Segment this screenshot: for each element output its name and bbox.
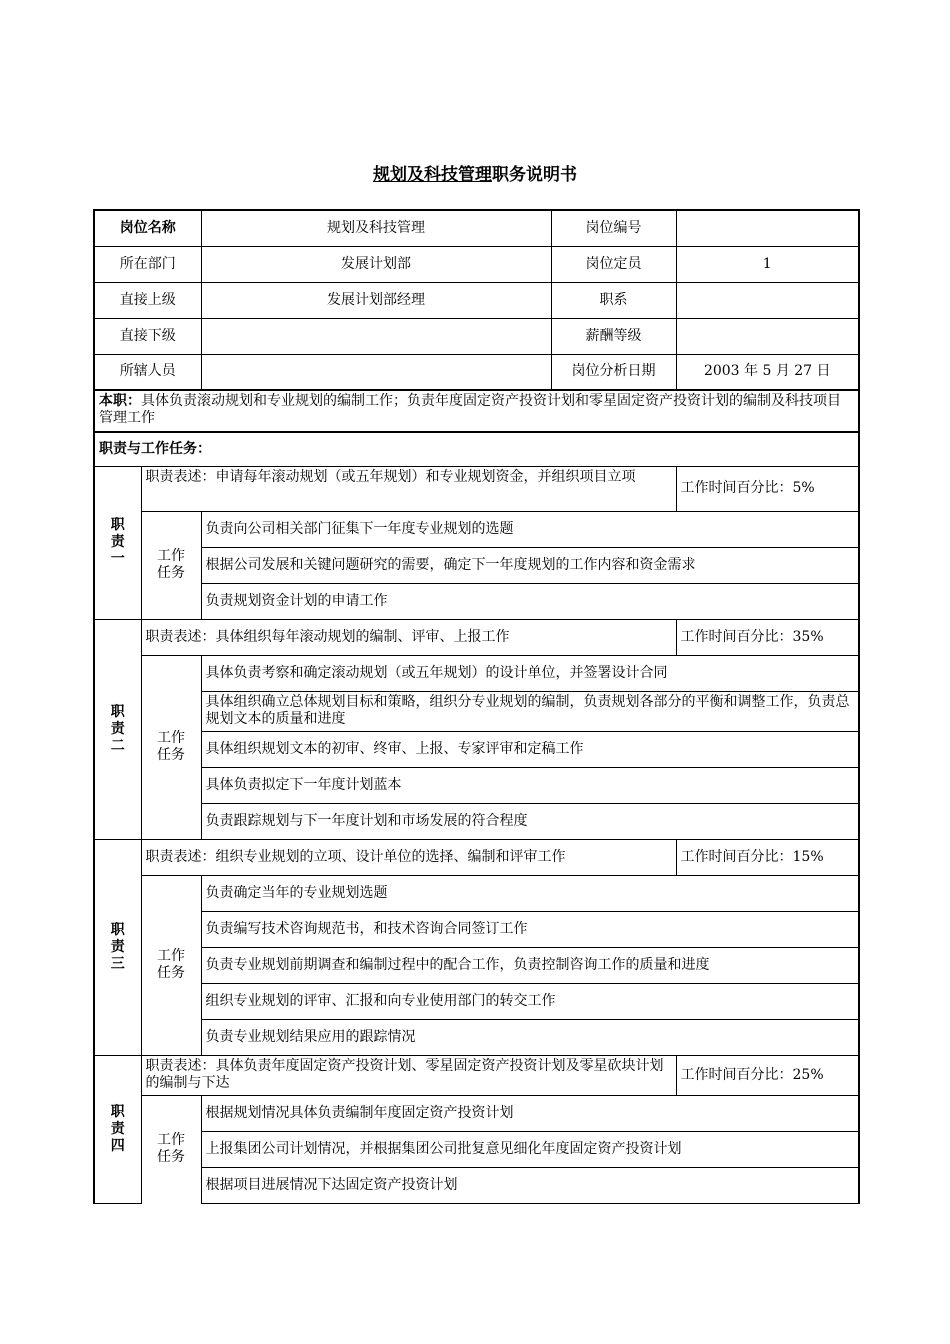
post-name-label: 岗位名称	[94, 210, 201, 246]
duty-4-work-label	[141, 1095, 201, 1203]
duty-2-work-label-text: 工作任务	[157, 730, 185, 763]
job-description-sheet	[93, 209, 858, 1200]
post-no-label: 岗位编号	[551, 210, 676, 246]
duty-2-task-3: 具体组织规划文本的初审、终审、上报、专家评审和定稿工作	[201, 731, 859, 767]
duty-2-task-2: 具体组织确立总体规划目标和策略，组织分专业规划的编制，负责规划各部分的平衡和调整工作，负责总规划文本的质量和进度	[201, 691, 859, 731]
duty-2-task-row	[94, 803, 859, 839]
duty-2-task-1: 具体负责考察和确定滚动规划（或五年规划）的设计单位，并签署设计合同	[201, 655, 859, 691]
duty-1-work-label	[141, 511, 201, 619]
salary-value	[676, 318, 859, 354]
analysis-date-value: 2003 年 5 月 27 日	[676, 354, 859, 390]
analysis-date-label: 岗位分析日期	[551, 354, 676, 390]
duty-2-label	[94, 619, 141, 839]
header-row-staff	[94, 354, 859, 390]
duty-3-task-row	[94, 911, 859, 947]
duty-4-label	[94, 1055, 141, 1203]
duty-4-task-row	[94, 1131, 859, 1167]
staff-value	[201, 354, 551, 390]
duty-2-work-label	[141, 655, 201, 839]
duty-3-task-2: 负责编写技术咨询规范书，和技术咨询合同签订工作	[201, 911, 859, 947]
subordinate-label: 直接下级	[94, 318, 201, 354]
duty-1-task-3: 负责规划资金计划的申请工作	[201, 583, 859, 619]
duty-4-percent: 工作时间百分比：25%	[676, 1055, 859, 1095]
duty-4-desc-row	[94, 1055, 859, 1095]
duty-4-desc: 职责表述：具体负责年度固定资产投资计划、零星固定资产投资计划及零星砍块计划的编制与下达	[141, 1055, 676, 1095]
duty-3-work-label	[141, 875, 201, 1055]
duty-1-task-row	[94, 511, 859, 547]
title-rest-part: 职务说明书	[492, 165, 577, 185]
dept-label: 所在部门	[94, 246, 201, 282]
duty-3-percent: 工作时间百分比：15%	[676, 839, 859, 875]
quota-value: 1	[676, 246, 859, 282]
duty-4-task-2: 上报集团公司计划情况，并根据集团公司批复意见细化年度固定资产投资计划	[201, 1131, 859, 1167]
duty-4-task-row	[94, 1095, 859, 1131]
job-description-table	[93, 209, 860, 1204]
duty-2-task-4: 具体负责拟定下一年度计划蓝本	[201, 767, 859, 803]
title-underlined-part: 规划及科技管理	[373, 165, 492, 185]
duty-summary-label: 本职：	[99, 393, 141, 409]
duty-1-desc: 职责表述：申请每年滚动规划（或五年规划）和专业规划资金，并组织项目立项	[141, 466, 676, 511]
series-label: 职系	[551, 282, 676, 318]
duty-3-task-row	[94, 947, 859, 983]
staff-label: 所辖人员	[94, 354, 201, 390]
tasks-header-row	[94, 432, 859, 466]
tasks-header: 职责与工作任务：	[94, 432, 859, 466]
duty-3-task-row	[94, 1019, 859, 1055]
duty-4-label-text: 职责四	[110, 1103, 125, 1154]
duty-3-task-row	[94, 875, 859, 911]
duty-2-task-5: 负责跟踪规划与下一年度计划和市场发展的符合程度	[201, 803, 859, 839]
duty-4-work-label-text: 工作任务	[157, 1132, 185, 1166]
duty-3-task-5: 负责专业规划结果应用的跟踪情况	[201, 1019, 859, 1055]
post-no-value	[676, 210, 859, 246]
duty-4-task-1: 根据规划情况具体负责编制年度固定资产投资计划	[201, 1095, 859, 1131]
duty-2-desc-row	[94, 619, 859, 655]
duty-2-task-row	[94, 691, 859, 731]
duty-1-work-label-text: 工作任务	[157, 548, 185, 581]
duty-1-task-1: 负责向公司相关部门征集下一年度专业规划的选题	[201, 511, 859, 547]
duty-2-desc: 职责表述：具体组织每年滚动规划的编制、评审、上报工作	[141, 619, 676, 655]
duty-1-task-row	[94, 547, 859, 583]
superior-label: 直接上级	[94, 282, 201, 318]
duty-2-label-text: 职责二	[110, 703, 125, 754]
quota-label: 岗位定员	[551, 246, 676, 282]
superior-value: 发展计划部经理	[201, 282, 551, 318]
duty-3-label	[94, 839, 141, 1055]
duty-1-label	[94, 466, 141, 619]
duty-3-task-row	[94, 983, 859, 1019]
duty-summary-row	[94, 390, 859, 432]
document-title	[0, 160, 950, 185]
duty-1-task-row	[94, 583, 859, 619]
dept-value: 发展计划部	[201, 246, 551, 282]
duty-1-percent: 工作时间百分比：5%	[676, 466, 859, 511]
duty-4-task-3: 根据项目进展情况下达固定资产投资计划	[201, 1167, 859, 1203]
salary-label: 薪酬等级	[551, 318, 676, 354]
header-row-superior	[94, 282, 859, 318]
duty-2-task-row	[94, 731, 859, 767]
duty-1-desc-row	[94, 466, 859, 511]
duty-1-label-text: 职责一	[110, 517, 125, 567]
duty-2-task-row	[94, 767, 859, 803]
duty-3-label-text: 职责三	[110, 921, 125, 972]
duty-2-percent: 工作时间百分比：35%	[676, 619, 859, 655]
header-row-post-name	[94, 210, 859, 246]
post-name-value: 规划及科技管理	[201, 210, 551, 246]
duty-4-task-row	[94, 1167, 859, 1203]
duty-3-desc-row	[94, 839, 859, 875]
duty-2-task-row	[94, 655, 859, 691]
duty-3-work-label-text: 工作任务	[157, 948, 185, 981]
header-row-subordinate	[94, 318, 859, 354]
duty-summary-text: 具体负责滚动规划和专业规划的编制工作；负责年度固定资产投资计划和零星固定资产投资计划的编制及科技项目管理工作	[99, 393, 841, 426]
duty-1-task-2: 根据公司发展和关键问题研究的需要，确定下一年度规划的工作内容和资金需求	[201, 547, 859, 583]
subordinate-value	[201, 318, 551, 354]
duty-3-task-3: 负责专业规划前期调查和编制过程中的配合工作，负责控制咨询工作的质量和进度	[201, 947, 859, 983]
duty-3-desc: 职责表述：组织专业规划的立项、设计单位的选择、编制和评审工作	[141, 839, 676, 875]
duty-summary-cell	[94, 390, 859, 432]
duty-3-task-1: 负责确定当年的专业规划选题	[201, 875, 859, 911]
series-value	[676, 282, 859, 318]
duty-3-task-4: 组织专业规划的评审、汇报和向专业使用部门的转交工作	[201, 983, 859, 1019]
header-row-dept	[94, 246, 859, 282]
